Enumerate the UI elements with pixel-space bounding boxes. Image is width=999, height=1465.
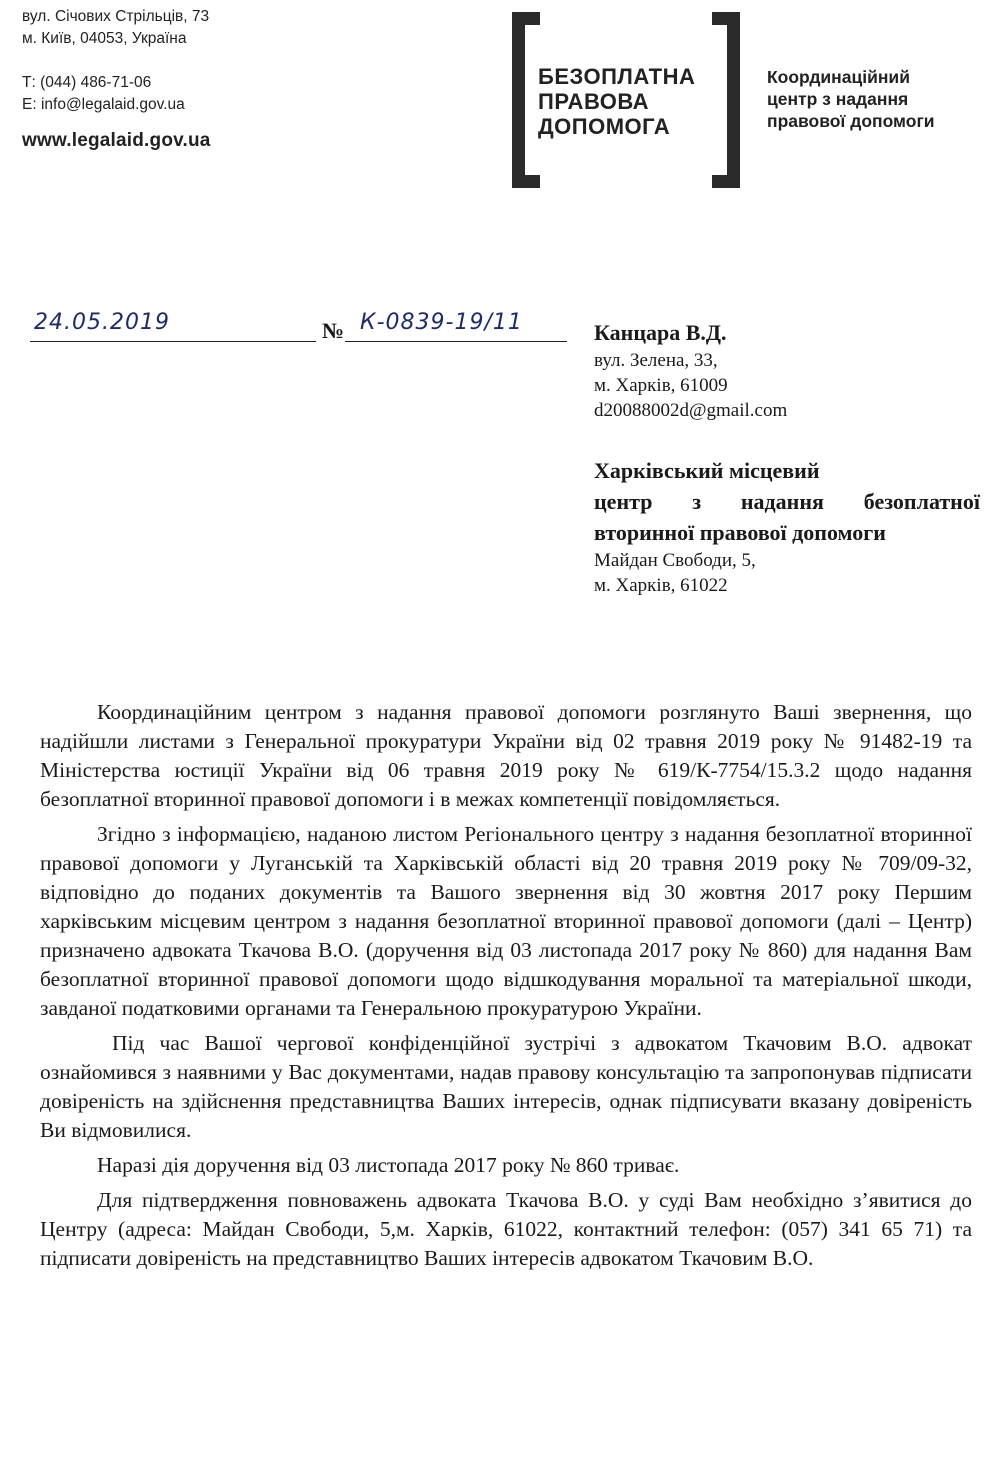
copy-recipient-city: м. Харків, 61022 <box>594 575 728 596</box>
copy-recipient-name-3: вторинної правової допомоги <box>594 520 886 545</box>
org-line-2: центр з надання <box>767 89 909 109</box>
letterhead-contacts <box>22 6 211 152</box>
logo-bracket-left <box>512 12 540 188</box>
address-line-2: м. Київ, 04053, Україна <box>22 30 187 47</box>
email: E: info@legalaid.gov.ua <box>22 96 185 113</box>
recipient-name: Канцара В.Д. <box>594 320 727 345</box>
legal-aid-logo <box>512 12 740 200</box>
word: надання <box>740 489 824 514</box>
reference-date: 24.05.2019 <box>34 310 170 335</box>
recipient-email: d20088002d@gmail.com <box>594 400 788 421</box>
recipient-street: вул. Зелена, 33, <box>594 350 718 371</box>
number-underline <box>345 341 567 342</box>
paragraph-2: Згідно з інформацією, наданою листом Регіонального центру з надання безоплатної вторинної правової допомоги у Луганській та Харківській області від 20 травня 2019 року № 709/09-32, відповідно до поданих документів та Вашого звернення від 30 жовтня 2017 року Першим харківським місцевим центром з надання безоплатної вторинної правової допомоги (далі – Центр) призначено адвоката Ткачова В.О. (доручення від 03 листопада 2017 року № 860) для надання Вам безоплатної вторинної правової допомоги щодо відшкодування моральної та матеріальної шкоди, завданої податковими органами та Генеральною прокуратурою України. <box>40 822 972 1020</box>
word: безоплатної <box>863 489 980 514</box>
number-sign: № <box>322 318 345 343</box>
website: www.legalaid.gov.ua <box>22 130 211 151</box>
recipient-block <box>594 318 787 423</box>
org-line-3: правової допомоги <box>767 111 935 131</box>
logo-word-1: БЕЗОПЛАТНА <box>538 64 696 89</box>
word: з <box>692 489 702 514</box>
organization-name <box>767 66 935 132</box>
recipient-city: м. Харків, 61009 <box>594 375 728 396</box>
logo-word-2: ПРАВОВА <box>538 89 650 114</box>
word: центр <box>594 489 653 514</box>
date-underline <box>30 341 316 342</box>
copy-recipient-street: Майдан Свободи, 5, <box>594 550 756 571</box>
copy-recipient-name-1: Харківський місцевий <box>594 458 820 483</box>
address-line-1: вул. Січових Стрільців, 73 <box>22 8 210 25</box>
paragraph-1: Координаційним центром з надання правової допомоги розглянуто Ваші звернення, що надійшли листами з Генеральної прокуратури України від 02 травня 2019 року № 91482-19 та Міністерства юстиції України від 06 травня 2019 року № 619/К-7754/15.3.2 щодо надання безоплатної вторинної правової допомоги і в межах компетенції повідомляється. <box>40 700 972 811</box>
letter-body <box>40 698 972 1279</box>
reference-number: К-0839-19/11 <box>360 310 523 335</box>
paragraph-4: Наразі дія доручення від 03 листопада 2017 року № 860 триває. <box>97 1153 680 1177</box>
phone: Т: (044) 486-71-06 <box>22 74 152 91</box>
paragraph-5: Для підтвердження повноважень адвоката Ткачова В.О. у суді Вам необхідно з’явитися до Центру (адреса: Майдан Свободи, 5,м. Харків, 61022, контактний телефон: (057) 341 65 71) та підписати довіреність на представництво Ваших інтересів адвокатом Ткачовим В.О. <box>40 1188 972 1270</box>
logo-word-3: ДОПОМОГА <box>538 114 671 139</box>
logo-bracket-right <box>712 12 740 188</box>
copy-recipient-name-2 <box>594 486 980 517</box>
paragraph-3: Під час Вашої чергової конфіденційної зустрічі з адвокатом Ткачовим В.О. адвокат ознайомився з наявними у Вас документами, надав правову консультацію та запропонував підписати довіреність на здійснення представництва Ваших інтересів, однак підписувати вказану довіреність Ви відмовилися. <box>40 1031 972 1142</box>
org-line-1: Координаційний <box>767 67 910 87</box>
copy-recipient-block <box>594 455 980 598</box>
